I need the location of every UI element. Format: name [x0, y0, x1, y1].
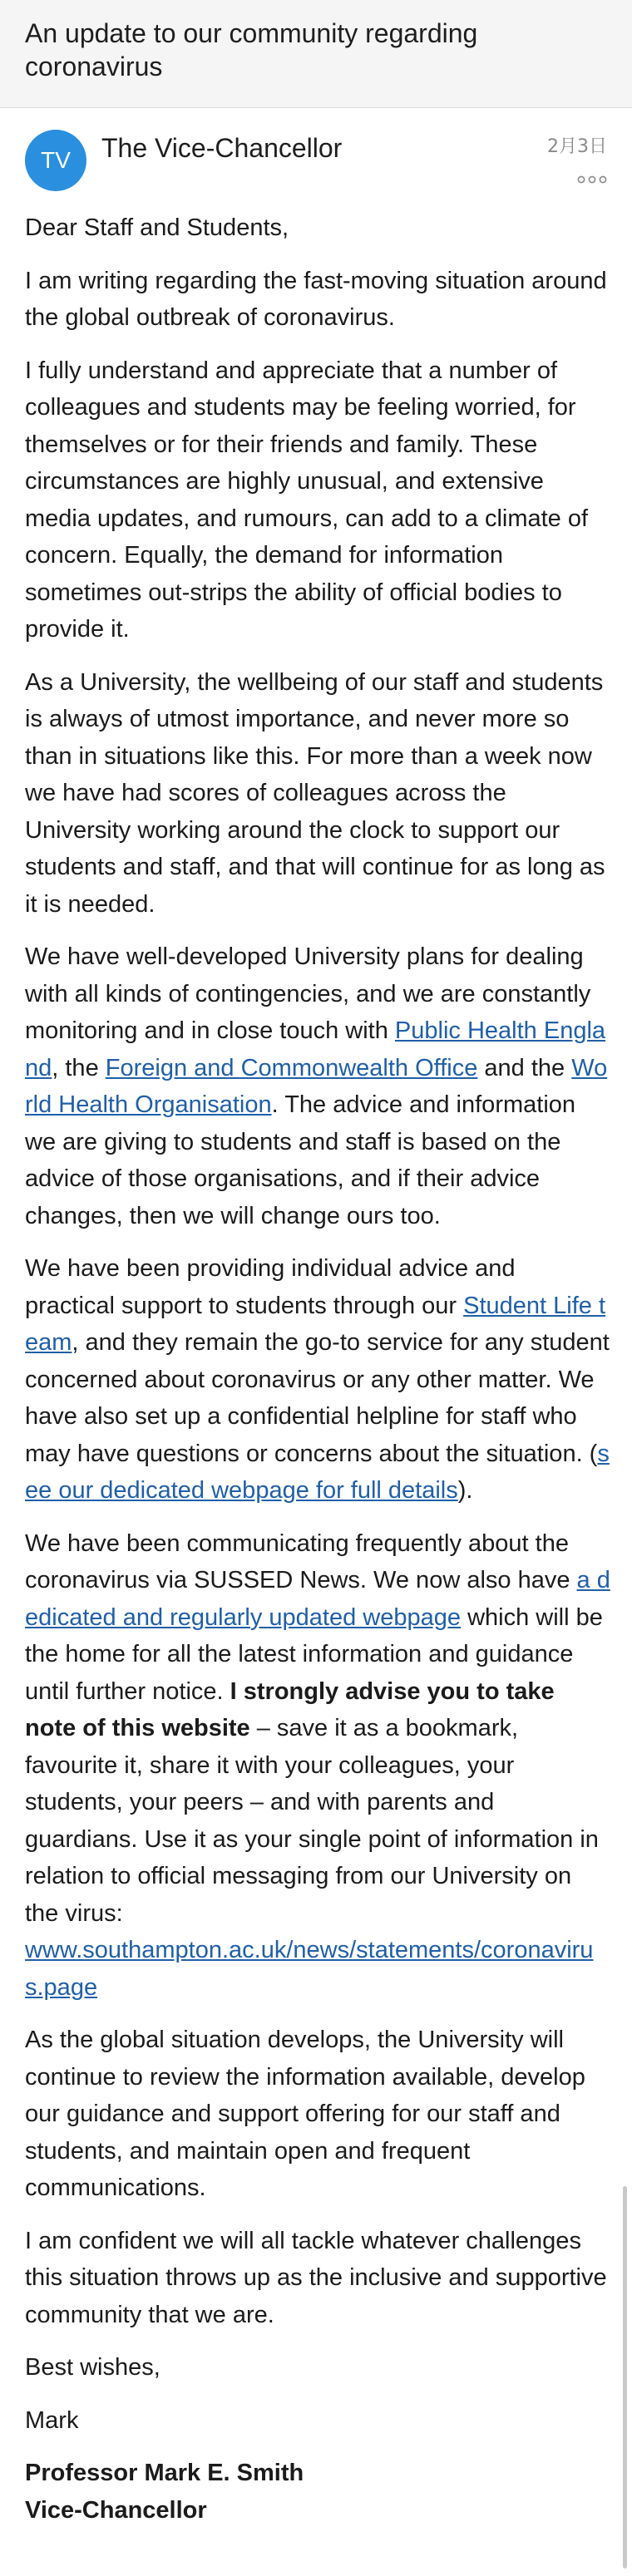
p5-text-1: We have been providing individual advice and practical support to students through our — [25, 1255, 516, 1319]
paragraph-6 — [25, 1525, 611, 2007]
more-options-icon[interactable] — [577, 175, 607, 185]
p6-text-1: We have been communicating frequently about the coronavirus via SUSSED News. We now also have — [25, 1529, 577, 1593]
closing: Best wishes, — [25, 2354, 160, 2381]
world-health-organisation-link[interactable]: World Health Organisation — [25, 1054, 608, 1118]
p4-text-3: and the — [477, 1054, 572, 1081]
sender-row — [0, 108, 632, 208]
sender-name[interactable]: The Vice-Chancellor — [101, 133, 343, 163]
foreign-office-link[interactable]: Foreign and Commonwealth Office — [105, 1054, 478, 1081]
email-body — [25, 209, 611, 2529]
more-options-icon-glyph — [577, 175, 607, 185]
paragraph-7: As the global situation develops, the University will continue to review the information available, develop our guidance and support offering for our staff and students, and maintain open and frequent communications. — [25, 2027, 585, 2201]
p5-text-3: ). — [457, 1477, 473, 1504]
scrollbar[interactable] — [623, 2186, 627, 2569]
paragraph-1: I am writing regarding the fast-moving situation around the global outbreak of coronavirus. — [25, 267, 607, 331]
paragraph-8: I am confident we will all tackle whatever challenges this situation throws up as the inclusive and supportive community that we are. — [25, 2227, 607, 2328]
avatar[interactable]: TV — [25, 130, 86, 191]
paragraph-4 — [25, 938, 611, 1234]
paragraph-5 — [25, 1250, 611, 1510]
student-life-team-link[interactable]: Student Life team — [25, 1292, 606, 1356]
p4-text-2: , the — [52, 1054, 106, 1081]
p6-text-2: which will be the home for all the latest information and guidance until further notice. — [25, 1603, 603, 1705]
p4-text-1: We have well-developed University plans for dealing with all kinds of contingencies, and we are constantly monitoring and in close touch with — [25, 943, 591, 1044]
email-subject: An update to our community regarding coronavirus — [25, 18, 478, 81]
paragraph-3: As a University, the wellbeing of our staff and students is always of utmost importance, and never more so than in situations like this. For more than a week now we have had scores of colleagues across the University working around the clock to support our students and staff, and that will continue for as long as it is needed. — [25, 668, 605, 918]
paragraph-2: I fully understand and appreciate that a number of colleagues and students may be feeling worried, for themselves or for their friends and family. These circumstances are highly unusual, and extensive media updates, and rumours, can add to a climate of concern. Equally, the demand for information sometimes out-strips the ability of official bodies to provide it. — [25, 357, 589, 643]
email-date: 2月3日 — [547, 136, 607, 157]
public-health-england-link[interactable]: Public Health England — [25, 1017, 606, 1081]
dedicated-webpage-details-link[interactable]: see our dedicated webpage for full details — [25, 1440, 610, 1504]
greeting: Dear Staff and Students, — [25, 214, 289, 241]
p4-text-4: . The advice and information we are giving to students and staff is based on the advice of those organisations, and if their advice changes, then we will change ours too. — [25, 1091, 576, 1229]
strong-advice: I strongly advise you to take note of this website — [25, 1677, 555, 1741]
p6-text-3: – save it as a bookmark, favourite it, share it with your colleagues, your students, your peers – and with parents and guardians. Use it as your single point of information in relation to official messaging from our University on the virus: — [25, 1715, 599, 1927]
dedicated-webpage-link[interactable]: a dedicated and regularly updated webpage — [25, 1567, 610, 1631]
p5-text-2: , and they remain the go-to service for any student concerned about coronavirus or any other matter. We have also set up a confidential helpline for staff who may have questions or concerns about the situation. ( — [25, 1329, 610, 1467]
email-header — [0, 0, 632, 108]
signature-name: Professor Mark E. Smith — [25, 2460, 304, 2486]
signature-title: Vice-Chancellor — [25, 2496, 207, 2524]
coronavirus-page-url-link[interactable]: www.southampton.ac.uk/news/statements/coronavirus.page — [25, 1937, 594, 2001]
first-name: Mark — [25, 2406, 79, 2434]
